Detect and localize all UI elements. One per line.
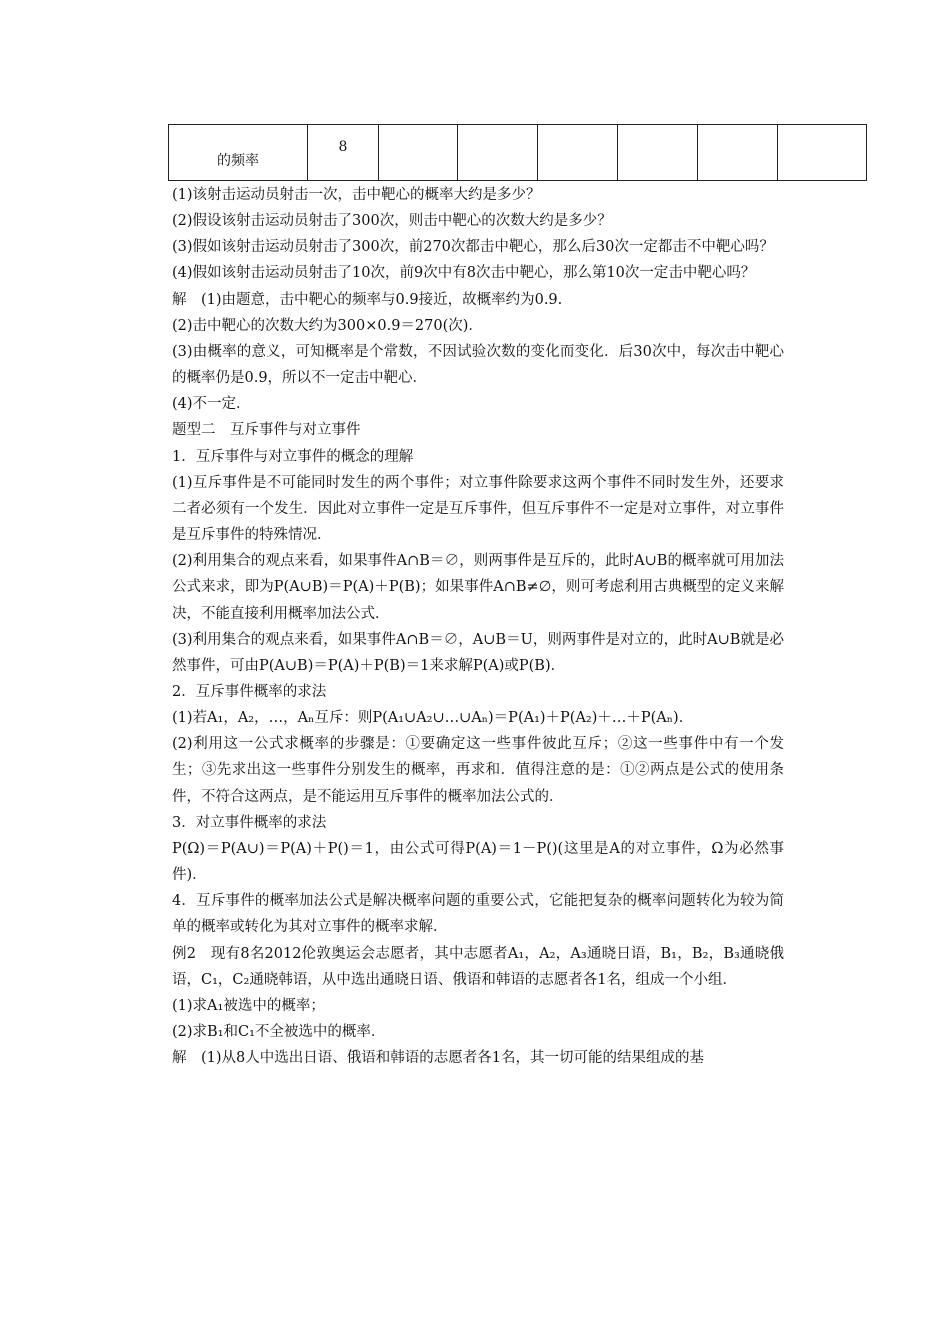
answer-4: (4)不一定． bbox=[172, 396, 251, 413]
table-cell-empty bbox=[538, 125, 618, 181]
table-cell-value: 8 bbox=[308, 125, 379, 181]
table-cell-empty bbox=[379, 125, 458, 181]
question-3: (3)假如该射击运动员射击了300次，前270次都击中靶心，那么后30次一定都击不中靶心吗？ bbox=[172, 239, 774, 256]
example-answer: 解 (1)从8人中选出日语、俄语和韩语的志愿者各1名，其一切可能的结果组成的基 bbox=[172, 1050, 704, 1067]
frequency-table bbox=[168, 124, 867, 181]
table-cell-empty bbox=[618, 125, 698, 181]
table-row bbox=[169, 125, 867, 181]
question-4: (4)假如该射击运动员射击了10次，前9次中有8次击中靶心，那么第10次一定击中靶心吗？ bbox=[172, 265, 756, 282]
paragraph: (3)利用集合的观点来看，如果事件A∩B＝∅，A∪B＝U，则两事件是对立的，此时A∪B就是必然事件，可由P(A∪B)＝P(A)＋P(B)＝1来求解P(A)或P(B)． bbox=[172, 631, 784, 674]
table-cell-row-label: 的频率 bbox=[169, 125, 308, 181]
subheading-1: 1．互斥事件与对立事件的概念的理解 bbox=[172, 448, 414, 465]
table-cell-empty bbox=[458, 125, 538, 181]
table-cell-empty bbox=[778, 125, 867, 181]
answer-1: 解 (1)由题意，击中靶心的频率与0.9接近，故概率约为0.9. bbox=[172, 291, 563, 308]
example-question-1: (1)求A₁被选中的概率； bbox=[172, 997, 325, 1014]
question-1: (1)该射击运动员射击一次，击中靶心的概率大约是多少？ bbox=[172, 187, 541, 203]
paragraph: 4．互斥事件的概率加法公式是解决概率问题的重要公式，它能把复杂的概率问题转化为较为简单的概率或转化为其对立事件的概率求解． bbox=[172, 893, 784, 936]
body-text bbox=[172, 182, 784, 1071]
paragraph: (1)若A₁，A₂，…，Aₙ互斥：则P(A₁∪A₂∪…∪Aₙ)＝P(A₁)＋P(A₂)＋…＋P(Aₙ)． bbox=[172, 710, 694, 727]
answer-2: (2)击中靶心的次数大约为300×0.9＝270(次)． bbox=[172, 317, 483, 334]
example-question-2: (2)求B₁和C₁不全被选中的概率． bbox=[172, 1024, 386, 1040]
paragraph: (2)利用集合的观点来看，如果事件A∩B＝∅，则两事件是互斥的，此时A∪B的概率就可用加法公式来求，即为P(A∪B)＝P(A)＋P(B)；如果事件A∩B≠∅，则可考虑利用古典概型的定义来解决，不能直接利用概率加法公式． bbox=[172, 553, 784, 622]
paragraph: P(Ω)＝P(A∪)＝P(A)＋P()＝1，由公式可得P(A)＝1－P()(这里是A的对立事件，Ω为必然事件)． bbox=[172, 840, 784, 884]
example-2: 例2 现有8名2012伦敦奥运会志愿者，其中志愿者A₁，A₂，A₃通晓日语，B₁，B₂，B₃通晓俄语，C₁，C₂通晓韩语，从中选出通晓日语、俄语和韩语的志愿者各1名，组成一个小组． bbox=[172, 945, 784, 988]
answer-3: (3)由概率的意义，可知概率是个常数，不因试验次数的变化而变化．后30次中，每次击中靶心的概率仍是0.9，所以不一定击中靶心． bbox=[172, 343, 784, 387]
question-2: (2)假设该射击运动员射击了300次，则击中靶心的次数大约是多少？ bbox=[172, 213, 612, 230]
table-cell-empty bbox=[698, 125, 778, 181]
paragraph: (2)利用这一公式求概率的步骤是：①要确定这一些事件彼此互斥；②这一些事件中有一个发生；③先求出这一些事件分别发生的概率，再求和．值得注意的是：①②两点是公式的使用条件，不符合这两点，是不能运用互斥事件的概率加法公式的． bbox=[172, 736, 784, 805]
paragraph: (1)互斥事件是不可能同时发生的两个事件；对立事件除要求这两个事件不同时发生外，还要求二者必须有一个发生．因此对立事件一定是互斥事件，但互斥事件不一定是对立事件，对立事件是互斥事件的特殊情况． bbox=[172, 474, 784, 544]
section-heading: 题型二 互斥事件与对立事件 bbox=[172, 422, 361, 439]
subheading-2: 2．互斥事件概率的求法 bbox=[172, 683, 327, 700]
subheading-3: 3．对立事件概率的求法 bbox=[172, 814, 327, 831]
